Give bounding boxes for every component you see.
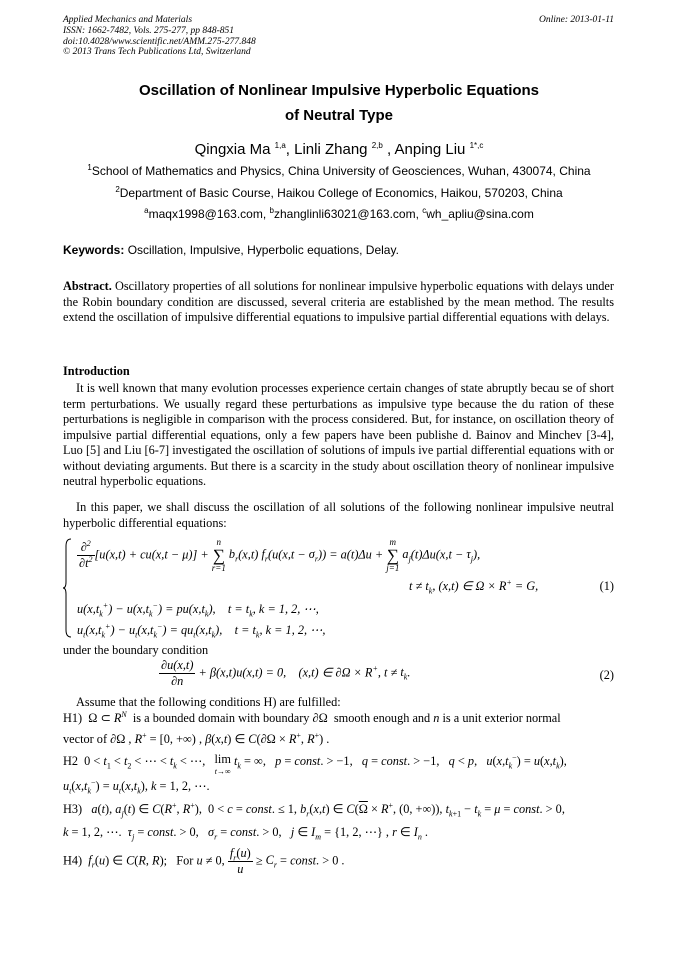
assume-line: Assume that the following conditions H) are fulfilled: [76,695,341,709]
email-a: maqx1998@163.com, [148,207,270,221]
affiliation-2-text: Department of Basic Course, Haikou College of Economics, Haikou, 570203, China [119,186,563,200]
affiliation-1-text: School of Mathematics and Physics, China University of Geosciences, Wuhan, 430074, China [91,164,591,178]
condition-h3-line-2: k = 1, 2, ⋯. $\tau_j$ = const. > 0, $\sigma_r$ = const. > 0, j ∈ $I_m = \{1$, 2, ⋯} , r ∈ $I_n$ . [63,825,428,842]
affiliation-2 [0,186,678,200]
condition-h3: H3) a(t), $a_j(t)$ ∈ C(R+, R+), 0 < c = const. ≤ 1, $b_r(x,t)$ ∈ $C(\overline{\Omega} \times R^+$, (0, +∞)), $t_{k+1} - t_k = \mu$ = const. > 0, [63,800,565,819]
keywords-label: Keywords: [63,243,125,257]
author-2-affil: 2,b [371,141,383,150]
condition-h1-label: H1) [63,711,83,725]
condition-h1: H1) Ω ⊂ $R^N$ is a bounded domain with boundary ∂Ω smooth enough and n is a unit exterior normal [63,709,561,725]
condition-h1-line-2: vector of ∂Ω , R+ = [0, +∞) , β(x,t) ∈ C(∂Ω × R+, R+) . [63,730,330,746]
abstract-label: Abstract. [63,279,112,293]
email-a-mark: a [144,206,149,215]
condition-h4-label: H4) [63,853,83,868]
author-1: Qingxia Ma [194,141,271,158]
issn-line: ISSN: 1662-7482, Vols. 275-277, pp 848-851 [63,25,234,36]
affiliation-2-mark: 2 [115,185,120,194]
condition-h2-label: H2 [63,754,79,768]
email-b-mark: b [269,206,274,215]
paper-title-line-1: Oscillation of Nonlinear Impulsive Hyperbolic Equations [138,82,540,99]
author-1-affil: 1,a [274,141,286,150]
equation-1-line-3: $u(x,t_k^+) - u(x,t_k^-) = pu(x,t_k)$, $t = t_k$, k = 1, 2, ⋯, [77,600,319,619]
email-c-mark: c [422,206,427,215]
author-3: Anping Liu [394,141,466,158]
author-2: Linli Zhang [294,141,368,158]
abstract [63,279,614,326]
condition-h4: H4) $f_r(u)$ ∈ C(R, R); For u ≠ 0, $\frac{f_r(u)}{u}$ ≥ $C_r$ = const. > 0 . [63,846,345,876]
condition-h2-line-2: $u_t(x,t_k^-) = u_t(x,t_k)$, k = 1, 2, ⋯. [63,777,210,796]
keywords [63,243,399,257]
condition-h3-label: H3) [63,802,83,816]
section-heading-introduction: Introduction [63,364,130,378]
equation-2-number: (2) [599,668,614,682]
equation-1-number: (1) [599,579,614,593]
copyright-line: © 2013 Trans Tech Publications Ltd, Switzerland [63,47,251,58]
equation-1-line-1: $\frac{\partial^2}{\partial t^2}$ [u(x,t) + cu(x,t − μ)] + n ∑ r=1 $b_r(x,t) f_r(u(x,t - \sigma_r)) = a(t)\Delta u$ + m ∑ j=1 $a_j(t)\Delta u(x,t - \tau_j)$, [79,537,481,573]
online-date: Online: 2013-01-11 [538,15,614,25]
journal-name: Applied Mechanics and Materials [63,15,193,25]
affiliation-1-mark: 1 [87,163,92,172]
intro-paragraph-2: In this paper, we shall discuss the oscillation of all solutions of the following nonlinear impulsive neutral hyperbolic differential equations: [63,500,614,530]
affiliation-1 [0,164,678,178]
equation-1-block [63,536,614,640]
author-3-affil: 1*,c [469,141,484,150]
running-header [63,15,256,58]
intro-paragraph-1: It is well known that many evolution processes experience certain changes of state abruptly becau se of short term perturbations. We usually regard these perturbations as impulsive type because the du ration of these perturbations is negligible in comparison with the process considered. But, for instance, on oscillation theory of impulsive partial differential equations, only a few papers have been publishe d. Bainov and Minchev [3-4], Luo [5] and Liu [6-7] investigated the oscillation of solutions of impuls ive partial differential equations with or without deviating arguments. But there is a scarcity in the study about oscillation theory of nonlinear impulsive neutral hyperbolic equations. [63,381,614,488]
equation-1-line-4: $u_t(x,t_k^+) - u_t(x,t_k^-) = qu_t(x,t_k)$, $t = t_k$, k = 1, 2, ⋯, [77,621,326,640]
abstract-text: Oscillatory properties of all solutions for nonlinear impulsive hyperbolic equations with delays under the Robin boundary condition are discussed, several criteria are established by the mean method. The results extend the oscillation of impulsive differential equations to impulsive partial differential equations with delays. [63,279,614,324]
boundary-intro: under the boundary condition [63,643,209,657]
email-b: zhanglinli63021@163.com, [273,207,423,221]
author-list: Qingxia Ma $^{1,a}$, Linli Zhang $^{2,b}$ , Anping Liu $^{1*,c}$ [194,141,484,158]
keywords-text: Oscillation, Impulsive, Hyperbolic equations, Delay. [124,243,399,257]
condition-h2: H2 $0 < t_1 < t_2$ < ⋯ < $t_k$ < ⋯, lim t→∞ $t_k$ = ∞, p = const. > −1, q = const. > −1, q < p, $u(x,t_k^-) = u(x,t_k)$, [63,752,567,776]
email-line [0,207,678,221]
paper-title-line-2: of Neutral Type [284,107,394,124]
email-c: wh_apliu@sina.com [426,207,534,221]
equation-2: $\frac{\partial u(x,t)}{\partial n}$ + β(x,t)u(x,t) = 0, (x,t) ∈ ∂Ω × R+, $t \ne t_k$. [161,658,411,688]
doi-line: doi:10.4028/www.scientific.net/AMM.275-277.848 [63,36,256,47]
left-brace [63,538,73,638]
equation-1-line-2: $t \ne t_k$, (x,t) ∈ Ω × R+ = G, [409,577,539,596]
